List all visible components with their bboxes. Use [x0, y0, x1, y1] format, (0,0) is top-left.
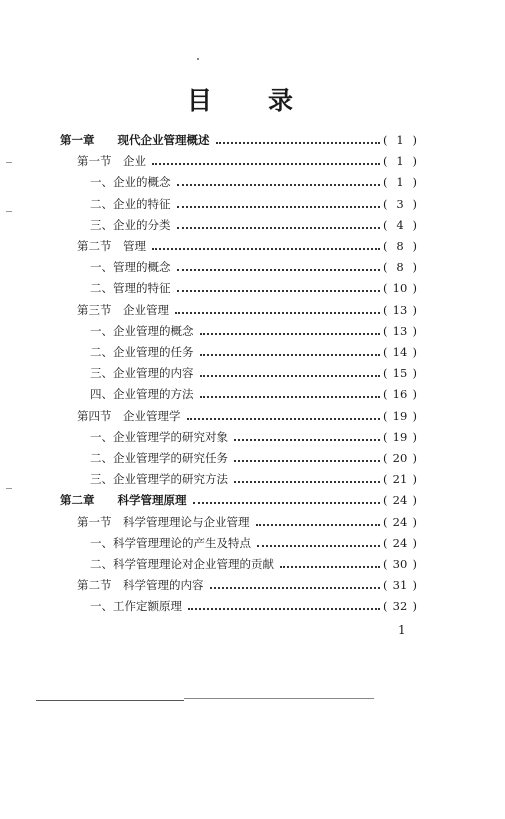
toc-entry-label: 第一节 科学管理理论与企业管理 — [77, 514, 250, 529]
paren-open: ( — [383, 323, 388, 338]
paren-open: ( — [383, 535, 388, 550]
paren-open: ( — [383, 133, 388, 147]
page-number: 1 — [398, 623, 406, 637]
toc-page-number: 24 — [392, 493, 408, 508]
dot-leader — [177, 206, 381, 208]
toc-page-ref — [383, 385, 417, 403]
paren-open: ( — [383, 472, 388, 487]
toc-page-ref — [383, 258, 417, 276]
paren-close: ) — [412, 535, 417, 550]
toc-chapter-row — [60, 131, 417, 149]
toc-item-row — [90, 279, 417, 297]
paren-open: ( — [383, 429, 388, 444]
dot-leader — [200, 396, 381, 398]
toc-section-row — [77, 237, 417, 255]
dot-leader — [152, 248, 380, 250]
toc-entry-label: 四、企业管理的方法 — [90, 387, 194, 402]
title-char-lu: 录 — [268, 86, 294, 115]
toc-page-ref — [383, 195, 417, 213]
scan-rule-right — [184, 698, 374, 699]
paren-close: ) — [412, 493, 417, 508]
dot-leader — [175, 312, 380, 314]
toc-entry-label: 第一节 企业 — [77, 154, 146, 169]
paren-open: ( — [383, 239, 388, 253]
dot-leader — [216, 142, 381, 144]
edge-mark — [6, 211, 12, 212]
toc-page-number: 8 — [396, 260, 404, 275]
paren-open: ( — [383, 387, 388, 402]
paren-open: ( — [383, 345, 388, 359]
toc-page-ref — [383, 131, 417, 149]
toc-page-ref — [383, 173, 417, 191]
paren-open: ( — [383, 217, 388, 232]
toc-page-ref — [383, 576, 417, 594]
toc-page-ref — [383, 364, 417, 382]
toc-page-number: 13 — [392, 323, 408, 338]
toc-page-ref — [383, 491, 417, 509]
toc-entry-label: 三、企业的分类 — [90, 217, 171, 232]
toc-page-number: 3 — [396, 196, 404, 211]
edge-mark — [6, 162, 12, 163]
toc-entry-label: 一、工作定额原理 — [90, 599, 182, 614]
paren-open: ( — [383, 599, 388, 614]
toc-item-row — [90, 195, 417, 213]
dot-leader — [177, 227, 381, 229]
toc-page-number: 13 — [392, 302, 408, 317]
paren-open: ( — [383, 578, 388, 593]
paren-close: ) — [412, 472, 417, 487]
paren-close: ) — [412, 408, 417, 423]
toc-section-row — [77, 407, 417, 425]
toc-page-number: 1 — [396, 154, 404, 169]
scan-speck — [197, 58, 199, 60]
paren-open: ( — [383, 493, 388, 508]
dot-leader — [257, 545, 380, 547]
toc-item-row — [90, 428, 417, 446]
toc-page-ref — [383, 216, 417, 234]
toc-item-row — [90, 216, 417, 234]
title-char-mu: 目 — [187, 86, 213, 115]
toc-entry-label: 三、企业管理的内容 — [90, 366, 194, 381]
paren-open: ( — [383, 451, 388, 465]
paren-close: ) — [412, 175, 417, 190]
toc-item-row — [90, 597, 417, 615]
dot-leader — [200, 375, 381, 377]
toc-page-ref — [383, 301, 417, 319]
toc-page-number: 31 — [392, 578, 408, 593]
paren-close: ) — [412, 557, 417, 571]
toc-page-number: 21 — [392, 472, 408, 487]
edge-mark — [6, 488, 12, 489]
dot-leader — [256, 524, 381, 526]
toc-entry-label: 第二章 科学管理原理 — [60, 493, 187, 508]
toc-item-row — [90, 173, 417, 191]
paren-open: ( — [383, 154, 388, 169]
toc-page-number: 10 — [392, 281, 408, 296]
toc-item-row — [90, 555, 417, 573]
paren-close: ) — [412, 133, 417, 147]
paren-close: ) — [412, 578, 417, 593]
dot-leader — [188, 608, 380, 610]
toc-entry-label: 第四节 企业管理学 — [77, 408, 181, 423]
paren-close: ) — [412, 260, 417, 275]
scan-rule-left — [36, 700, 184, 701]
toc-page-ref — [383, 343, 417, 361]
toc-page-number: 1 — [396, 133, 404, 147]
toc-chapter-row — [60, 491, 417, 509]
dot-leader — [177, 184, 381, 186]
toc-page-ref — [383, 407, 417, 425]
dot-leader — [187, 418, 381, 420]
paren-open: ( — [383, 366, 388, 381]
paren-open: ( — [383, 302, 388, 317]
toc-entry-label: 二、企业管理的任务 — [90, 345, 194, 359]
toc-page-number: 1 — [396, 175, 404, 190]
paren-open: ( — [383, 557, 388, 571]
paren-close: ) — [412, 599, 417, 614]
toc-entry-label: 第三节 企业管理 — [77, 302, 169, 317]
paren-open: ( — [383, 175, 388, 190]
toc-page-ref — [383, 237, 417, 255]
toc-page-ref — [383, 534, 417, 552]
toc-page-ref — [383, 470, 417, 488]
toc-page-number: 15 — [392, 366, 408, 381]
toc-entry-label: 一、企业管理学的研究对象 — [90, 429, 228, 444]
toc-item-row — [90, 470, 417, 488]
toc-page-ref — [383, 513, 417, 531]
toc-item-row — [90, 449, 417, 467]
dot-leader — [200, 354, 381, 356]
paren-close: ) — [412, 345, 417, 359]
toc-page-number: 8 — [396, 239, 404, 253]
dot-leader — [210, 587, 381, 589]
page-title — [0, 86, 505, 116]
toc-entry-label: 第二节 管理 — [77, 239, 146, 253]
toc-entry-label: 二、企业管理学的研究任务 — [90, 451, 228, 465]
toc-item-row — [90, 385, 417, 403]
toc-item-row — [90, 364, 417, 382]
dot-leader — [234, 460, 380, 462]
toc-entry-label: 一、企业管理的概念 — [90, 323, 194, 338]
toc-entry-label: 二、企业的特征 — [90, 196, 171, 211]
toc-item-row — [90, 534, 417, 552]
toc-page-ref — [383, 428, 417, 446]
toc-entry-label: 第一章 现代企业管理概述 — [60, 133, 210, 147]
paren-close: ) — [412, 217, 417, 232]
toc-page-number: 20 — [392, 451, 408, 465]
paren-open: ( — [383, 196, 388, 211]
paren-close: ) — [412, 281, 417, 296]
toc-entry-label: 一、管理的概念 — [90, 260, 171, 275]
toc-page-number: 19 — [392, 429, 408, 444]
dot-leader — [200, 333, 381, 335]
toc-page-number: 24 — [392, 514, 408, 529]
paren-open: ( — [383, 514, 388, 529]
dot-leader — [177, 269, 381, 271]
paren-close: ) — [412, 239, 417, 253]
toc-section-row — [77, 301, 417, 319]
toc-entry-label: 一、科学管理理论的产生及特点 — [90, 535, 251, 550]
toc-section-row — [77, 152, 417, 170]
toc-page-number: 24 — [392, 535, 408, 550]
toc-page-ref — [383, 555, 417, 573]
paren-close: ) — [412, 154, 417, 169]
paren-close: ) — [412, 323, 417, 338]
paren-close: ) — [412, 514, 417, 529]
toc-page-number: 14 — [392, 345, 408, 359]
paren-close: ) — [412, 429, 417, 444]
paren-close: ) — [412, 451, 417, 465]
dot-leader — [280, 566, 380, 568]
paren-close: ) — [412, 366, 417, 381]
toc-page-number: 16 — [392, 387, 408, 402]
toc-item-row — [90, 258, 417, 276]
toc-entry-label: 三、企业管理学的研究方法 — [90, 472, 228, 487]
toc-page-number: 30 — [392, 557, 408, 571]
paren-close: ) — [412, 196, 417, 211]
dot-leader — [234, 481, 380, 483]
paren-open: ( — [383, 408, 388, 423]
dot-leader — [152, 163, 380, 165]
dot-leader — [234, 439, 380, 441]
paren-close: ) — [412, 302, 417, 317]
toc-page-ref — [383, 322, 417, 340]
toc-entry-label: 二、科学管理理论对企业管理的贡献 — [90, 557, 274, 571]
dot-leader — [193, 502, 381, 504]
toc-page-ref — [383, 279, 417, 297]
paren-close: ) — [412, 387, 417, 402]
toc-page-number: 19 — [392, 408, 408, 423]
dot-leader — [177, 290, 381, 292]
toc-entry-label: 二、管理的特征 — [90, 281, 171, 296]
paren-open: ( — [383, 260, 388, 275]
toc-item-row — [90, 343, 417, 361]
toc-entry-label: 一、企业的概念 — [90, 175, 171, 190]
toc-section-row — [77, 513, 417, 531]
toc-item-row — [90, 322, 417, 340]
toc-page-ref — [383, 152, 417, 170]
toc-page-number: 4 — [396, 217, 404, 232]
toc-page-ref — [383, 449, 417, 467]
toc-section-row — [77, 576, 417, 594]
paren-open: ( — [383, 281, 388, 296]
toc-page-ref — [383, 597, 417, 615]
toc-page-number: 32 — [392, 599, 408, 614]
toc-entry-label: 第二节 科学管理的内容 — [77, 578, 204, 593]
